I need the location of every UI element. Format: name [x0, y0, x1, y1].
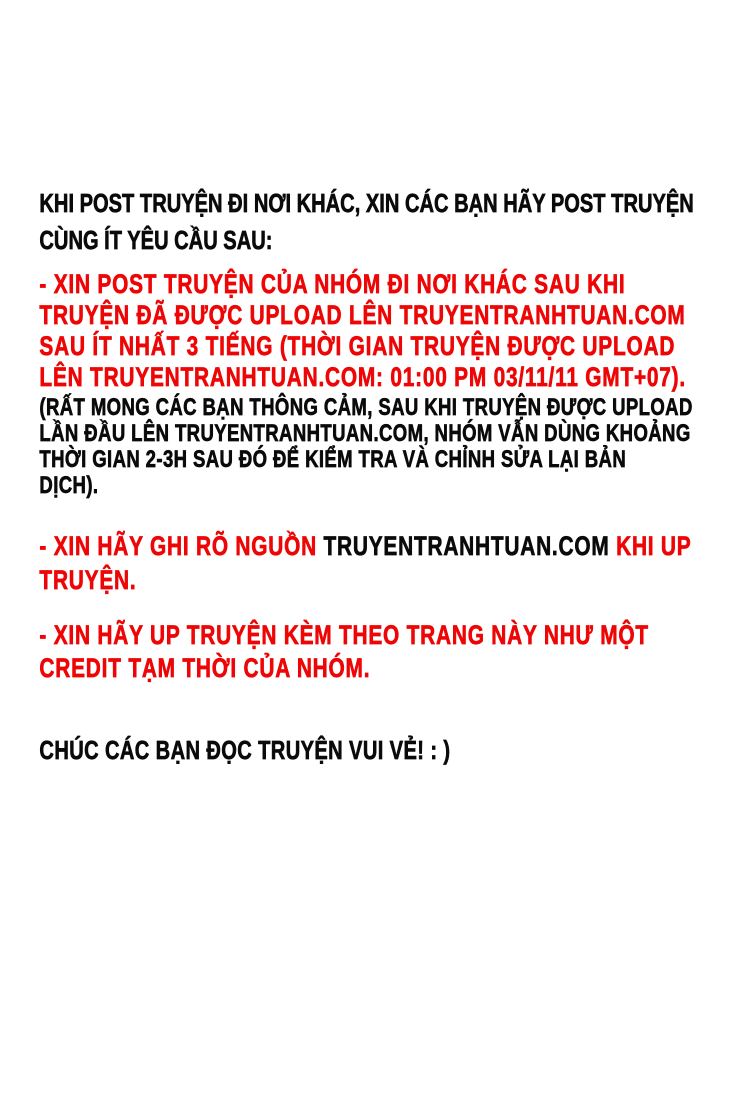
rule-post-delay-note: [39, 395, 750, 499]
rule-cite-source-line-1: [39, 529, 750, 563]
rule-cite-source-line-2: TRUYỆN.: [39, 565, 137, 595]
rule-post-delay-line-4: LÊN TRUYENTRANHTUAN.COM: 01:00 PM 03/11/11 GMT+07).: [39, 362, 686, 392]
rule-attach-credit: [39, 619, 750, 685]
rule-post-delay-line-2: TRUYỆN ĐÃ ĐƯỢC UPLOAD LÊN TRUYENTRANHTUAN.COM: [39, 300, 686, 330]
note-line-1: (RẤT MONG CÁC BẠN THÔNG CẢM, SAU KHI TRUYỆN ĐƯỢC UPLOAD: [39, 394, 693, 421]
rule-post-delay-line-3: SAU ÍT NHẤT 3 TIẾNG (THỜI GIAN TRUYỆN ĐƯỢC UPLOAD: [39, 331, 676, 361]
note-line-4: DỊCH).: [39, 472, 99, 499]
cite-source-red-prefix: - XIN HÃY GHI RÕ NGUỒN: [39, 531, 324, 561]
intro-line-2: CÙNG ÍT YÊU CẦU SAU:: [39, 225, 273, 255]
note-line-2: LẦN ĐẦU LÊN TRUYENTRANHTUAN.COM, NHÓM VẪN DÙNG KHOẢNG: [39, 420, 691, 447]
rule-cite-source: [39, 529, 750, 597]
intro-paragraph: [39, 0, 750, 259]
closing-wish-line: CHÚC CÁC BẠN ĐỌC TRUYỆN VUI VẺ! : ): [39, 735, 451, 765]
cite-source-red-suffix: KHI UP: [609, 531, 692, 561]
site-name-text: TRUYENTRANHTUAN.COM: [323, 531, 610, 561]
closing-wish: [39, 733, 750, 767]
note-line-3: THỜI GIAN 2-3H SAU ĐÓ ĐỂ KIỂM TRA VÀ CHỈNH SỬA LẠI BẢN: [39, 446, 627, 473]
rule-attach-credit-line-1: - XIN HÃY UP TRUYỆN KÈM THEO TRANG NÀY NHƯ MỘT: [39, 620, 649, 650]
rule-post-delay: [39, 269, 750, 393]
rule-post-delay-line-1: - XIN POST TRUYỆN CỦA NHÓM ĐI NƠI KHÁC SAU KHI: [39, 269, 626, 299]
intro-line-1: KHI POST TRUYỆN ĐI NƠI KHÁC, XIN CÁC BẠN HÃY POST TRUYỆN: [39, 188, 694, 218]
rule-attach-credit-line-2: CREDIT TẠM THỜI CỦA NHÓM.: [39, 653, 371, 683]
